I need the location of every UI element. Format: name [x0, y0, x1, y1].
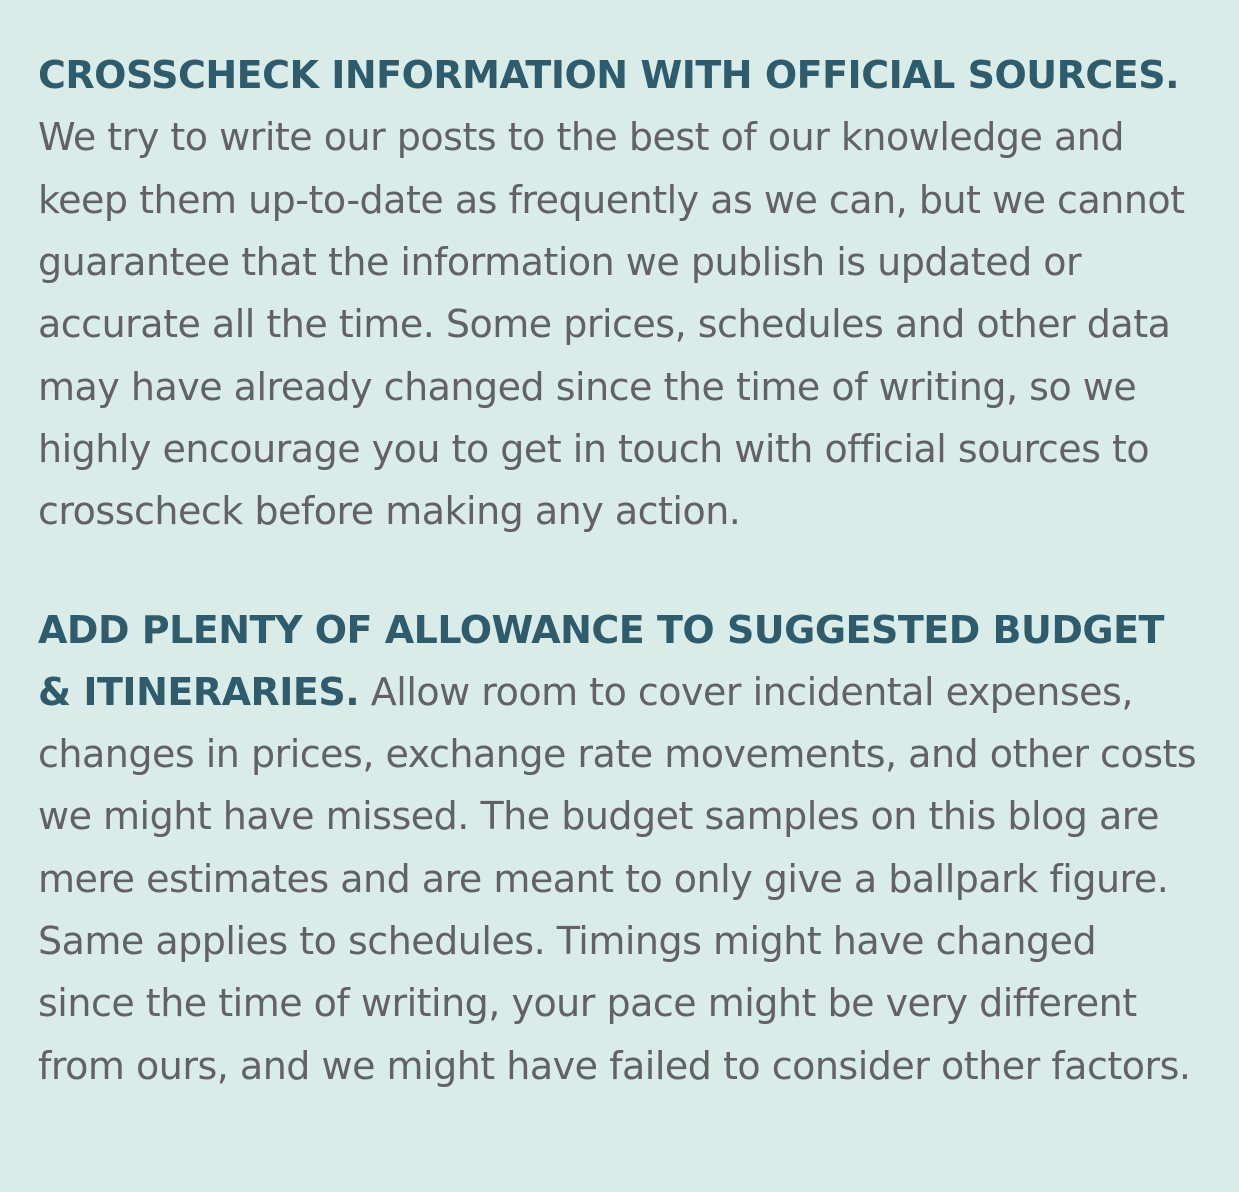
disclaimer-paragraph-crosscheck [38, 44, 1199, 543]
paragraph-body-crosscheck: We try to write our posts to the best of our knowledge and keep them up-to-date as frequently as we can, but we cannot guarantee that the information we publish is updated or accurate all the time. Some prices, schedules and other data may have already changed since the time of writing, so we highly encourage you to get in touch with official sources to crosscheck before making any action. [38, 115, 1185, 534]
paragraph-lead-allowance: ADD PLENTY OF ALLOWANCE TO SUGGESTED BUDGET & ITINERARIES. [38, 607, 1164, 714]
paragraph-lead-crosscheck: CROSSCHECK INFORMATION WITH OFFICIAL SOURCES. [38, 53, 1180, 97]
disclaimer-paragraph-allowance [38, 599, 1199, 1098]
paragraph-body-allowance: Allow room to cover incidental expenses, changes in prices, exchange rate movements, and other costs we might have missed. The budget samples on this blog are mere estimates and are meant to only give a ballpark figure. Same applies to schedules. Timings might have changed since the time of writing, your pace might be very different from ours, and we might have failed to consider other factors. [38, 669, 1197, 1088]
